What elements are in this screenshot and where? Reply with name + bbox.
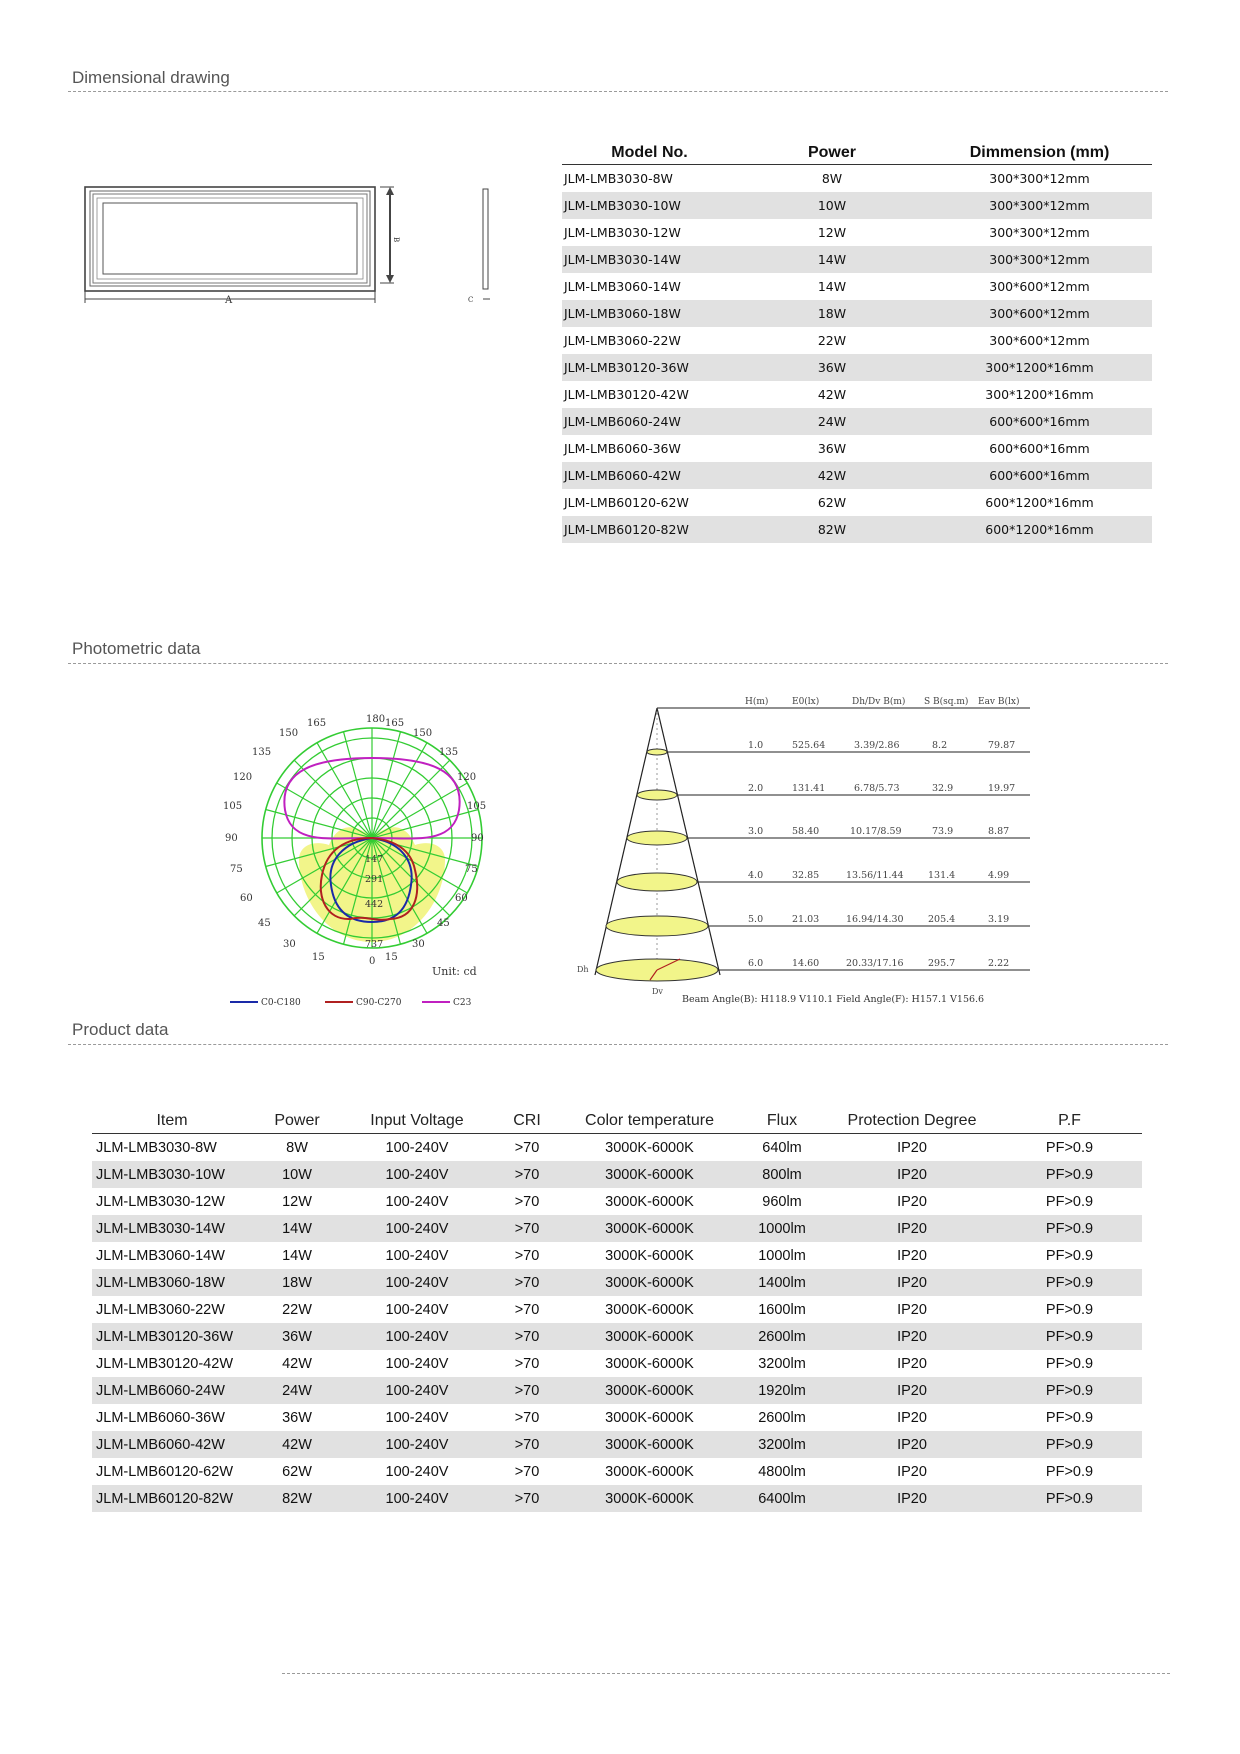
- radial-label: 147: [365, 854, 384, 865]
- dimension-label-depth: C: [468, 296, 474, 304]
- polar-unit-label: Unit: cd: [432, 965, 477, 978]
- spec-power: 8W: [821, 171, 843, 186]
- polar-intensity-diagram: [215, 700, 505, 1010]
- product-flux: 1000lm: [737, 1215, 827, 1242]
- cone-cell: 73.9: [932, 826, 954, 837]
- spec-model: JLM-LMB6060-24W: [562, 408, 737, 435]
- product-power: 14W: [282, 1247, 312, 1264]
- legend-label-c0: C0-C180: [261, 998, 301, 1008]
- product-header-flux: Flux: [737, 1110, 827, 1134]
- cone-cell: 205.4: [928, 914, 956, 925]
- product-item: JLM-LMB30120-42W: [96, 1355, 233, 1372]
- product-table-row: [92, 1134, 1142, 1162]
- product-protection: IP20: [897, 1247, 927, 1264]
- product-protection: IP20: [827, 1431, 997, 1458]
- spec-dimension: 300*1200*16mm: [927, 354, 1152, 381]
- product-cri: >70: [492, 1431, 562, 1458]
- product-cri: >70: [492, 1377, 562, 1404]
- cone-cell: 295.7: [928, 958, 956, 969]
- cone-cell: 58.40: [792, 826, 820, 837]
- product-table-row: [92, 1188, 1142, 1215]
- product-power: 36W: [252, 1323, 342, 1350]
- product-cri: >70: [514, 1247, 540, 1264]
- product-protection: IP20: [827, 1323, 997, 1350]
- product-protection: IP20: [827, 1377, 997, 1404]
- cone-header-s: S B(sq.m): [924, 697, 969, 707]
- product-pf: PF>0.9: [997, 1269, 1142, 1296]
- spec-power: 12W: [817, 225, 847, 240]
- product-power: 42W: [252, 1431, 342, 1458]
- product-pf: PF>0.9: [997, 1323, 1142, 1350]
- product-flux: 640lm: [762, 1139, 802, 1156]
- product-flux: 6400lm: [737, 1485, 827, 1512]
- product-table-row: [92, 1431, 1142, 1458]
- angle-label: 45: [437, 918, 450, 929]
- spec-dimension: 600*600*16mm: [927, 462, 1152, 489]
- cone-rows: [748, 740, 1015, 969]
- product-flux: 2600lm: [737, 1323, 827, 1350]
- spec-dimension: 300*600*12mm: [927, 300, 1152, 327]
- spec-model: JLM-LMB3030-12W: [564, 225, 681, 240]
- product-protection: IP20: [897, 1463, 927, 1480]
- cone-cell: 3.19: [988, 914, 1010, 925]
- product-protection: IP20: [897, 1193, 927, 1210]
- cone-cell: 2.22: [988, 958, 1010, 969]
- product-power: 62W: [282, 1463, 312, 1480]
- angle-label: 30: [283, 939, 296, 950]
- spec-model: JLM-LMB6060-42W: [562, 462, 737, 489]
- product-flux: 3200lm: [737, 1431, 827, 1458]
- angle-label: 60: [455, 893, 468, 904]
- angle-label: 30: [412, 939, 425, 950]
- angle-label: 120: [457, 772, 477, 783]
- angle-label: 60: [240, 893, 253, 904]
- spec-power: 14W: [737, 246, 927, 273]
- product-color-temp: 3000K-6000K: [562, 1431, 737, 1458]
- spec-power: 10W: [737, 192, 927, 219]
- product-protection: IP20: [897, 1409, 927, 1426]
- product-color-temp: 3000K-6000K: [562, 1485, 737, 1512]
- product-color-temp: 3000K-6000K: [562, 1269, 737, 1296]
- product-cri: >70: [514, 1301, 540, 1318]
- model-spec-table: [562, 142, 1152, 543]
- angle-label: 150: [279, 728, 299, 739]
- cone-header-d: Dh/Dv B(m): [852, 697, 906, 707]
- product-header-pf: P.F: [997, 1110, 1142, 1134]
- angle-label: 45: [258, 918, 271, 929]
- product-power: 36W: [282, 1409, 312, 1426]
- spec-table-row: [562, 516, 1152, 543]
- spec-model: JLM-LMB3030-8W: [564, 171, 673, 186]
- spec-power: 14W: [817, 279, 847, 294]
- cone-headers: [745, 696, 1019, 707]
- cone-header-eav: Eav B(lx): [978, 697, 1020, 707]
- product-voltage: 100-240V: [385, 1247, 449, 1264]
- spec-power: 82W: [737, 516, 927, 543]
- spec-dimension: 300*300*12mm: [927, 192, 1152, 219]
- product-voltage: 100-240V: [385, 1463, 449, 1480]
- product-voltage: 100-240V: [342, 1485, 492, 1512]
- product-header-color-temp: Color temperature: [562, 1110, 737, 1134]
- spec-model: JLM-LMB3060-22W: [564, 333, 681, 348]
- cone-cell: 8.2: [932, 740, 948, 751]
- product-cri: >70: [492, 1161, 562, 1188]
- product-voltage: 100-240V: [342, 1377, 492, 1404]
- section-divider: [68, 91, 1168, 92]
- product-voltage: 100-240V: [342, 1431, 492, 1458]
- angle-label: 105: [223, 801, 243, 812]
- product-flux: 1400lm: [737, 1269, 827, 1296]
- product-pf: PF>0.9: [997, 1485, 1142, 1512]
- product-table-row: [92, 1350, 1142, 1377]
- product-cri: >70: [514, 1409, 540, 1426]
- spec-dimension: 600*1200*16mm: [985, 495, 1094, 510]
- product-item: JLM-LMB3030-14W: [92, 1215, 252, 1242]
- cone-cell: 16.94/14.30: [846, 914, 904, 925]
- spec-model: JLM-LMB6060-36W: [564, 441, 681, 456]
- spec-model: JLM-LMB3030-14W: [562, 246, 737, 273]
- cone-cell: 10.17/8.59: [850, 826, 902, 837]
- product-item: JLM-LMB60120-82W: [92, 1485, 252, 1512]
- spec-table-row: [562, 327, 1152, 354]
- spec-power: 42W: [817, 387, 847, 402]
- product-cri: >70: [492, 1485, 562, 1512]
- product-item: JLM-LMB3060-18W: [92, 1269, 252, 1296]
- spec-power: 62W: [817, 495, 847, 510]
- product-header-power: Power: [252, 1110, 342, 1134]
- product-table-row: [92, 1269, 1142, 1296]
- product-cri: >70: [492, 1269, 562, 1296]
- product-item: JLM-LMB3030-10W: [92, 1161, 252, 1188]
- spec-power: 42W: [737, 462, 927, 489]
- product-pf: PF>0.9: [997, 1215, 1142, 1242]
- product-table-row: [92, 1242, 1142, 1269]
- product-power: 10W: [252, 1161, 342, 1188]
- spec-dimension: 300*1200*16mm: [985, 387, 1094, 402]
- product-color-temp: 3000K-6000K: [562, 1377, 737, 1404]
- spec-dimension: 300*600*12mm: [989, 333, 1090, 348]
- section-divider: [68, 663, 1168, 664]
- product-cri: >70: [514, 1355, 540, 1372]
- product-voltage: 100-240V: [342, 1269, 492, 1296]
- spec-table-row: [562, 192, 1152, 219]
- cone-header-e0: E0(lx): [792, 697, 820, 707]
- spec-table-row: [562, 354, 1152, 381]
- product-cri: >70: [514, 1463, 540, 1480]
- product-color-temp: 3000K-6000K: [605, 1247, 694, 1264]
- product-voltage: 100-240V: [385, 1409, 449, 1426]
- product-item: JLM-LMB6060-42W: [92, 1431, 252, 1458]
- product-voltage: 100-240V: [342, 1161, 492, 1188]
- spec-power: 22W: [817, 333, 847, 348]
- product-color-temp: 3000K-6000K: [605, 1355, 694, 1372]
- spec-dimension: 600*600*16mm: [927, 408, 1152, 435]
- spec-table-row: [562, 300, 1152, 327]
- panel-dimension-drawing: [80, 175, 520, 320]
- product-pf: PF>0.9: [1045, 1355, 1094, 1372]
- product-flux: 1000lm: [758, 1247, 806, 1264]
- cone-cell: 4.0: [748, 870, 764, 881]
- spec-header-model: Model No.: [562, 142, 737, 165]
- product-table-row: [92, 1404, 1142, 1431]
- angle-label: 15: [385, 952, 398, 963]
- spec-model: JLM-LMB3030-10W: [562, 192, 737, 219]
- spec-header-power: Power: [737, 142, 927, 165]
- angle-label: 15: [312, 952, 325, 963]
- product-table-row: [92, 1161, 1142, 1188]
- spec-dimension: 300*300*12mm: [989, 225, 1090, 240]
- angle-label: 135: [252, 747, 272, 758]
- spec-model: JLM-LMB60120-62W: [564, 495, 689, 510]
- product-item: JLM-LMB3030-12W: [96, 1193, 225, 1210]
- spec-dimension: 600*600*16mm: [989, 441, 1090, 456]
- product-power: 18W: [252, 1269, 342, 1296]
- cone-cell: 3.0: [748, 826, 764, 837]
- product-color-temp: 3000K-6000K: [605, 1409, 694, 1426]
- product-flux: 1920lm: [737, 1377, 827, 1404]
- spec-table-row: [562, 381, 1152, 408]
- product-cri: >70: [514, 1139, 540, 1156]
- product-color-temp: 3000K-6000K: [605, 1301, 694, 1318]
- product-voltage: 100-240V: [342, 1215, 492, 1242]
- spec-power: 36W: [817, 441, 847, 456]
- spec-table-row: [562, 462, 1152, 489]
- angle-label: 180: [366, 714, 386, 725]
- product-flux: 2600lm: [758, 1409, 806, 1426]
- cone-cell: 1.0: [748, 740, 764, 751]
- product-header-voltage: Input Voltage: [342, 1110, 492, 1134]
- product-pf: PF>0.9: [1045, 1409, 1094, 1426]
- cone-cell: 131.41: [792, 783, 826, 794]
- angle-label: 0: [369, 956, 376, 967]
- spec-table-row: [562, 165, 1152, 193]
- product-cri: >70: [492, 1215, 562, 1242]
- product-pf: PF>0.9: [997, 1377, 1142, 1404]
- spec-table-header: [562, 142, 1152, 165]
- product-power: 82W: [252, 1485, 342, 1512]
- cone-cell: 3.39/2.86: [854, 740, 900, 751]
- illuminance-cone-diagram: [570, 690, 1050, 1010]
- product-data-table: [92, 1110, 1142, 1512]
- angle-label: 90: [471, 833, 484, 844]
- product-color-temp: 3000K-6000K: [605, 1193, 694, 1210]
- cone-cell: 131.4: [928, 870, 956, 881]
- cone-cell: 4.99: [988, 870, 1010, 881]
- product-color-temp: 3000K-6000K: [562, 1215, 737, 1242]
- product-table-row: [92, 1458, 1142, 1485]
- product-power: 42W: [282, 1355, 312, 1372]
- product-header-item: Item: [92, 1110, 252, 1134]
- spec-dimension: 300*600*12mm: [989, 279, 1090, 294]
- product-pf: PF>0.9: [1045, 1463, 1094, 1480]
- product-color-temp: 3000K-6000K: [605, 1139, 694, 1156]
- cone-cell: 6.78/5.73: [854, 783, 900, 794]
- product-protection: IP20: [827, 1269, 997, 1296]
- angle-label: 90: [225, 833, 238, 844]
- cone-cell: 8.87: [988, 826, 1010, 837]
- angle-label: 150: [413, 728, 433, 739]
- product-voltage: 100-240V: [342, 1323, 492, 1350]
- section-title-photometric: Photometric data: [72, 639, 201, 658]
- product-flux: 1600lm: [758, 1301, 806, 1318]
- product-table-header: [92, 1110, 1142, 1134]
- product-cri: >70: [514, 1193, 540, 1210]
- radial-label: 737: [365, 939, 384, 950]
- spec-power: 18W: [737, 300, 927, 327]
- spec-dimension: 300*300*12mm: [989, 171, 1090, 186]
- product-item: JLM-LMB6060-24W: [92, 1377, 252, 1404]
- product-flux: 3200lm: [758, 1355, 806, 1372]
- cone-cell: 20.33/17.16: [846, 958, 904, 969]
- product-item: JLM-LMB3060-22W: [96, 1301, 225, 1318]
- section-title-product: Product data: [72, 1020, 169, 1039]
- product-table-row: [92, 1215, 1142, 1242]
- product-flux: 4800lm: [758, 1463, 806, 1480]
- product-header-cri: CRI: [492, 1110, 562, 1134]
- spec-table-row: [562, 219, 1152, 246]
- product-power: 14W: [252, 1215, 342, 1242]
- product-protection: IP20: [827, 1161, 997, 1188]
- spec-table-row: [562, 246, 1152, 273]
- angle-label: 120: [233, 772, 253, 783]
- spec-model: JLM-LMB30120-42W: [564, 387, 689, 402]
- angle-label: 135: [439, 747, 459, 758]
- cone-cell: 13.56/11.44: [846, 870, 904, 881]
- cone-cell: 79.87: [988, 740, 1016, 751]
- cone-cell: 6.0: [748, 958, 764, 969]
- spec-table-row: [562, 435, 1152, 462]
- product-power: 12W: [282, 1193, 312, 1210]
- product-pf: PF>0.9: [1045, 1247, 1094, 1264]
- spec-header-dimension: Dimmension (mm): [927, 142, 1152, 165]
- product-item: JLM-LMB6060-36W: [96, 1409, 225, 1426]
- product-pf: PF>0.9: [1045, 1193, 1094, 1210]
- spec-model: JLM-LMB3060-18W: [562, 300, 737, 327]
- product-item: JLM-LMB60120-62W: [96, 1463, 233, 1480]
- spec-model: JLM-LMB60120-82W: [562, 516, 737, 543]
- cone-cell: 32.9: [932, 783, 954, 794]
- cone-cell: 32.85: [792, 870, 820, 881]
- cone-cell: 19.97: [988, 783, 1016, 794]
- cone-label-dv: Dv: [652, 987, 663, 996]
- cone-cell: 14.60: [792, 958, 820, 969]
- product-pf: PF>0.9: [1045, 1139, 1094, 1156]
- cone-cell: 525.64: [792, 740, 826, 751]
- spec-power: 24W: [737, 408, 927, 435]
- product-protection: IP20: [827, 1215, 997, 1242]
- product-power: 24W: [252, 1377, 342, 1404]
- product-power: 8W: [286, 1139, 308, 1156]
- product-voltage: 100-240V: [385, 1193, 449, 1210]
- spec-table-row: [562, 489, 1152, 516]
- spec-table-row: [562, 408, 1152, 435]
- product-protection: IP20: [897, 1139, 927, 1156]
- spec-model: JLM-LMB30120-36W: [562, 354, 737, 381]
- product-pf: PF>0.9: [1045, 1301, 1094, 1318]
- product-power: 22W: [282, 1301, 312, 1318]
- angle-label: 165: [385, 718, 405, 729]
- section-title-dimensional: Dimensional drawing: [72, 68, 230, 87]
- product-protection: IP20: [827, 1485, 997, 1512]
- spec-power: 36W: [737, 354, 927, 381]
- dimension-label-width: A: [225, 295, 233, 306]
- legend-label-c90: C90-C270: [356, 998, 402, 1008]
- product-table-row: [92, 1377, 1142, 1404]
- cone-cell: 21.03: [792, 914, 820, 925]
- dimension-label-height: B: [392, 237, 400, 243]
- cone-label-dh: Dh: [577, 965, 589, 974]
- product-pf: PF>0.9: [997, 1431, 1142, 1458]
- spec-table-row: [562, 273, 1152, 300]
- polar-legend: [230, 998, 472, 1008]
- section-divider: [68, 1044, 1168, 1045]
- angle-label: 75: [465, 864, 478, 875]
- angle-label: 165: [307, 718, 327, 729]
- spec-dimension: 600*1200*16mm: [927, 516, 1152, 543]
- product-color-temp: 3000K-6000K: [562, 1161, 737, 1188]
- footer-divider: [282, 1673, 1170, 1674]
- spec-model: JLM-LMB3060-14W: [564, 279, 681, 294]
- product-color-temp: 3000K-6000K: [605, 1463, 694, 1480]
- product-item: JLM-LMB3030-8W: [96, 1139, 217, 1156]
- product-protection: IP20: [897, 1301, 927, 1318]
- beam-angle-text: Beam Angle(B): H118.9 V110.1 Field Angle(F): H157.1 V156.6: [682, 994, 985, 1005]
- product-item: JLM-LMB30120-36W: [92, 1323, 252, 1350]
- product-voltage: 100-240V: [385, 1139, 449, 1156]
- product-table-row: [92, 1296, 1142, 1323]
- legend-label-c23: C23: [453, 998, 472, 1008]
- cone-cell: 5.0: [748, 914, 764, 925]
- angle-label: 75: [230, 864, 243, 875]
- product-table-row: [92, 1485, 1142, 1512]
- radial-label: 442: [365, 899, 384, 910]
- product-voltage: 100-240V: [385, 1301, 449, 1318]
- radial-label: 291: [365, 874, 384, 885]
- product-table-row: [92, 1323, 1142, 1350]
- product-flux: 960lm: [762, 1193, 802, 1210]
- cone-cell: 2.0: [748, 783, 764, 794]
- product-color-temp: 3000K-6000K: [562, 1323, 737, 1350]
- product-pf: PF>0.9: [997, 1161, 1142, 1188]
- product-flux: 800lm: [737, 1161, 827, 1188]
- product-header-protection: Protection Degree: [827, 1110, 997, 1134]
- product-protection: IP20: [897, 1355, 927, 1372]
- cone-header-h: H(m): [745, 697, 769, 707]
- spec-dimension: 300*300*12mm: [927, 246, 1152, 273]
- product-cri: >70: [492, 1323, 562, 1350]
- product-item: JLM-LMB3060-14W: [96, 1247, 225, 1264]
- product-voltage: 100-240V: [385, 1355, 449, 1372]
- angle-label: 105: [467, 801, 487, 812]
